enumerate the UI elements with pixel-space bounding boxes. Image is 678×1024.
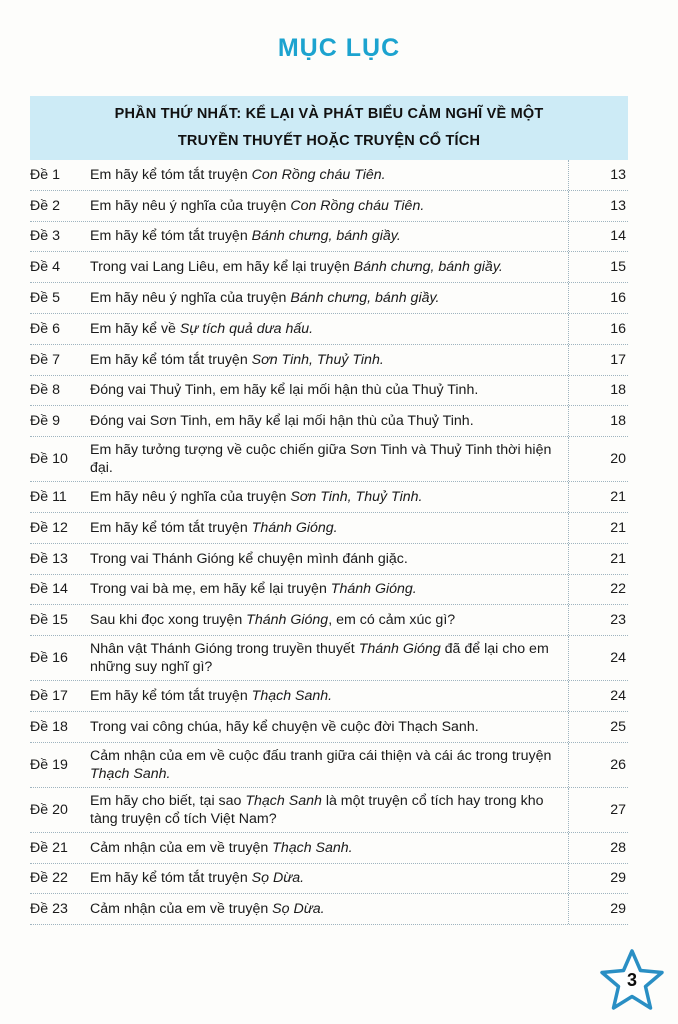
- entry-number: Đề 9: [30, 413, 60, 430]
- toc-row: [30, 575, 628, 606]
- entry-story-title: Sơn Tinh, Thuỷ Tinh.: [290, 489, 423, 506]
- entry-text-plain: Em hãy nêu ý nghĩa của truyện: [90, 290, 291, 307]
- entry-number: Đề 13: [30, 550, 68, 567]
- toc-row: [30, 833, 628, 864]
- page-number: 3: [626, 970, 637, 990]
- entry-page-number: 13: [610, 197, 626, 214]
- toc-row: [30, 160, 628, 191]
- entry-story-title: Sọ Dừa.: [272, 901, 325, 918]
- entry-text: [86, 869, 568, 887]
- entry-text-plain-after: đã để lại cho em những suy nghĩ gì?: [90, 641, 549, 676]
- entry-text-plain: Cảm nhận của em về truyện: [90, 901, 273, 918]
- entry-story-title: Sọ Dừa.: [251, 870, 305, 887]
- toc-row: [30, 376, 628, 407]
- entry-story-title: Sự tích quả dưa hấu.: [179, 320, 314, 337]
- entry-text-plain: Em hãy cho biết, tại sao: [90, 792, 246, 809]
- entry-page-cell: [568, 864, 628, 894]
- entry-number: Đề 1: [30, 166, 60, 183]
- entry-page-number: 18: [610, 413, 626, 430]
- toc-row: [30, 544, 628, 575]
- entry-number: Đề 4: [30, 259, 60, 276]
- entry-page-cell: [568, 376, 628, 406]
- entry-page-cell: [568, 345, 628, 375]
- entry-text: [86, 412, 568, 430]
- entry-page-number: 27: [610, 801, 626, 818]
- section-title-line-1: PHẦN THỨ NHẤT: KỂ LẠI VÀ PHÁT BIỂU CẢM NGHĨ VỀ MỘT: [114, 106, 544, 122]
- entry-page-number: 16: [610, 290, 626, 307]
- entry-text: [86, 580, 568, 598]
- entry-story-title: Con Rồng cháu Tiên.: [251, 166, 386, 183]
- entry-page-cell: [568, 636, 628, 680]
- toc-row: [30, 252, 628, 283]
- toc-row: [30, 345, 628, 376]
- entry-text-plain: Nhân vật Thánh Gióng trong truyền thuyết: [90, 641, 359, 658]
- entry-page-cell: [568, 283, 628, 313]
- entry-story-title: Thạch Sanh.: [90, 765, 171, 782]
- entry-page-number: 24: [610, 688, 626, 705]
- toc-row: [30, 222, 628, 253]
- entry-page-number: 20: [610, 451, 626, 468]
- entry-page-cell: [568, 894, 628, 924]
- entry-page-number: 25: [610, 718, 626, 735]
- entry-number: Đề 6: [30, 320, 60, 337]
- entry-text: [86, 792, 568, 828]
- entry-number: Đề 23: [30, 901, 68, 918]
- table-of-contents: [30, 96, 628, 925]
- entry-text: [86, 258, 568, 276]
- entry-text-plain-after: , em có cảm xúc gì?: [328, 612, 456, 629]
- entry-text-plain: Trong vai Lang Liêu, em hãy kể lại truyện: [90, 259, 354, 276]
- entry-page-number: 26: [610, 756, 626, 773]
- entry-page-cell: [568, 712, 628, 742]
- entry-text-plain: Em hãy kể tóm tắt truyện: [90, 519, 252, 536]
- entry-text: [86, 519, 568, 537]
- toc-row: [30, 513, 628, 544]
- entry-text-plain: Em hãy kể tóm tắt truyện: [90, 228, 252, 245]
- toc-row: [30, 743, 628, 788]
- entry-number: Đề 22: [30, 870, 68, 887]
- entry-number: Đề 8: [30, 382, 60, 399]
- toc-row: [30, 636, 628, 681]
- entry-number: Đề 12: [30, 519, 68, 536]
- toc-row: [30, 681, 628, 712]
- entry-text: [86, 640, 568, 676]
- entry-number: Đề 18: [30, 718, 68, 735]
- entry-page-cell: [568, 788, 628, 832]
- entry-text-plain: Sau khi đọc xong truyện: [90, 612, 247, 629]
- toc-row: [30, 864, 628, 895]
- entry-number: Đề 17: [30, 688, 68, 705]
- entry-page-cell: [568, 544, 628, 574]
- entry-story-title: Thánh Gióng.: [330, 581, 417, 598]
- entry-number: Đề 14: [30, 581, 68, 598]
- entry-page-number: 21: [610, 519, 626, 536]
- entry-page-cell: [568, 191, 628, 221]
- entry-text-plain: Đóng vai Thuỷ Tinh, em hãy kể lại mối hận thù của Thuỷ Tinh.: [90, 382, 479, 399]
- entry-page-cell: [568, 222, 628, 252]
- entry-text-plain: Em hãy nêu ý nghĩa của truyện: [90, 197, 291, 214]
- entry-number: Đề 15: [30, 612, 68, 629]
- entry-text: [86, 351, 568, 369]
- entry-story-title: Thạch Sanh.: [251, 688, 333, 705]
- entry-number: Đề 2: [30, 197, 60, 214]
- entry-text-plain: Đóng vai Sơn Tinh, em hãy kể lại mối hận thù của Thuỷ Tinh.: [90, 413, 474, 430]
- entry-page-cell: [568, 252, 628, 282]
- entry-story-title: Thánh Gióng.: [251, 519, 338, 536]
- entry-page-number: 14: [610, 228, 626, 245]
- entry-text-plain-after: là một truyện cổ tích hay trong kho tàng truyện cổ tích Việt Nam?: [90, 792, 544, 827]
- entry-page-number: 29: [610, 870, 626, 887]
- entry-text: [86, 550, 568, 568]
- entry-page-cell: [568, 681, 628, 711]
- entry-page-cell: [568, 482, 628, 512]
- entry-text-plain: Em hãy kể tóm tắt truyện: [90, 166, 252, 183]
- entry-page-cell: [568, 314, 628, 344]
- entry-story-title: Bánh chưng, bánh giầy.: [353, 259, 503, 276]
- entry-page-cell: [568, 833, 628, 863]
- entry-page-cell: [568, 743, 628, 787]
- entry-number: Đề 10: [30, 451, 68, 468]
- entry-story-title: Bánh chưng, bánh giầy.: [251, 228, 401, 245]
- toc-row: [30, 437, 628, 482]
- entry-page-cell: [568, 160, 628, 190]
- entry-text-plain: Em hãy nêu ý nghĩa của truyện: [90, 489, 291, 506]
- entry-text-plain: Cảm nhận của em về truyện: [90, 839, 273, 856]
- toc-row: [30, 712, 628, 743]
- entry-page-number: 13: [610, 166, 626, 183]
- section-header: [30, 96, 628, 160]
- entry-page-number: 29: [610, 901, 626, 918]
- entry-text: [86, 441, 568, 477]
- entry-text: [86, 197, 568, 215]
- entry-number: Đề 16: [30, 650, 68, 667]
- toc-row: [30, 314, 628, 345]
- entry-text-plain: Trong vai bà mẹ, em hãy kể lại truyện: [90, 581, 331, 598]
- entry-story-title: Thạch Sanh: [245, 792, 322, 809]
- entry-story-title: Thánh Gióng: [358, 641, 441, 658]
- entry-page-number: 24: [610, 650, 626, 667]
- entry-page-number: 23: [610, 612, 626, 629]
- entry-text-plain: Cảm nhận của em về cuộc đấu tranh giữa cái thiện và cái ác trong truyện: [90, 747, 552, 764]
- entry-number: Đề 5: [30, 290, 60, 307]
- entry-page-number: 28: [610, 839, 626, 856]
- entry-page-number: 22: [610, 581, 626, 598]
- entry-text-plain: Em hãy kể tóm tắt truyện: [90, 688, 252, 705]
- entry-page-cell: [568, 605, 628, 635]
- entry-text: [86, 900, 568, 918]
- entry-text: [86, 718, 568, 736]
- entry-text-plain: Em hãy kể về: [90, 320, 180, 337]
- entry-text-plain: Em hãy kể tóm tắt truyện: [90, 351, 252, 368]
- entry-text: [86, 747, 568, 783]
- entry-number: Đề 11: [30, 489, 67, 506]
- entry-story-title: Con Rồng cháu Tiên.: [290, 197, 425, 214]
- entry-page-cell: [568, 575, 628, 605]
- entry-page-cell: [568, 437, 628, 481]
- entry-text-plain: Trong vai Thánh Gióng kể chuyện mình đánh giặc.: [90, 550, 408, 567]
- entry-text-plain: Em hãy kể tóm tắt truyện: [90, 870, 252, 887]
- entry-story-title: Thạch Sanh.: [272, 839, 353, 856]
- toc-row: [30, 406, 628, 437]
- entry-page-number: 21: [610, 489, 626, 506]
- entry-text: [86, 839, 568, 857]
- entry-text: [86, 488, 568, 506]
- entry-story-title: Thánh Gióng: [246, 612, 329, 629]
- toc-row: [30, 605, 628, 636]
- entry-number: Đề 3: [30, 228, 60, 245]
- entry-page-number: 21: [610, 550, 626, 567]
- entry-page-number: 17: [610, 351, 626, 368]
- entry-text-plain: Em hãy tưởng tượng về cuộc chiến giữa Sơn Tinh và Thuỷ Tinh thời hiện đại.: [90, 442, 552, 477]
- entry-text-plain: Trong vai công chúa, hãy kể chuyện về cuộc đời Thạch Sanh.: [90, 718, 479, 735]
- entry-text: [86, 289, 568, 307]
- page-title: MỤC LỤC: [277, 34, 401, 62]
- entry-story-title: Bánh chưng, bánh giầy.: [290, 290, 440, 307]
- entry-text: [86, 227, 568, 245]
- entry-text: [86, 687, 568, 705]
- entry-page-cell: [568, 513, 628, 543]
- entry-text: [86, 320, 568, 338]
- entry-page-number: 16: [610, 320, 626, 337]
- section-title-line-2: TRUYỀN THUYẾT HOẶC TRUYỆN CỔ TÍCH: [177, 133, 481, 149]
- entry-number: Đề 21: [30, 839, 68, 856]
- toc-entries: [30, 160, 628, 925]
- entry-text: [86, 166, 568, 184]
- page-number-badge: [598, 948, 666, 1014]
- toc-row: [30, 482, 628, 513]
- toc-row: [30, 283, 628, 314]
- toc-row: [30, 788, 628, 833]
- entry-page-cell: [568, 406, 628, 436]
- entry-text: [86, 381, 568, 399]
- toc-row: [30, 191, 628, 222]
- entry-page-number: 15: [610, 259, 626, 276]
- entry-number: Đề 20: [30, 801, 68, 818]
- toc-row: [30, 894, 628, 925]
- entry-number: Đề 7: [30, 351, 60, 368]
- entry-text: [86, 611, 568, 629]
- entry-page-number: 18: [610, 382, 626, 399]
- entry-story-title: Sơn Tinh, Thuỷ Tinh.: [251, 351, 384, 368]
- entry-number: Đề 19: [30, 756, 68, 773]
